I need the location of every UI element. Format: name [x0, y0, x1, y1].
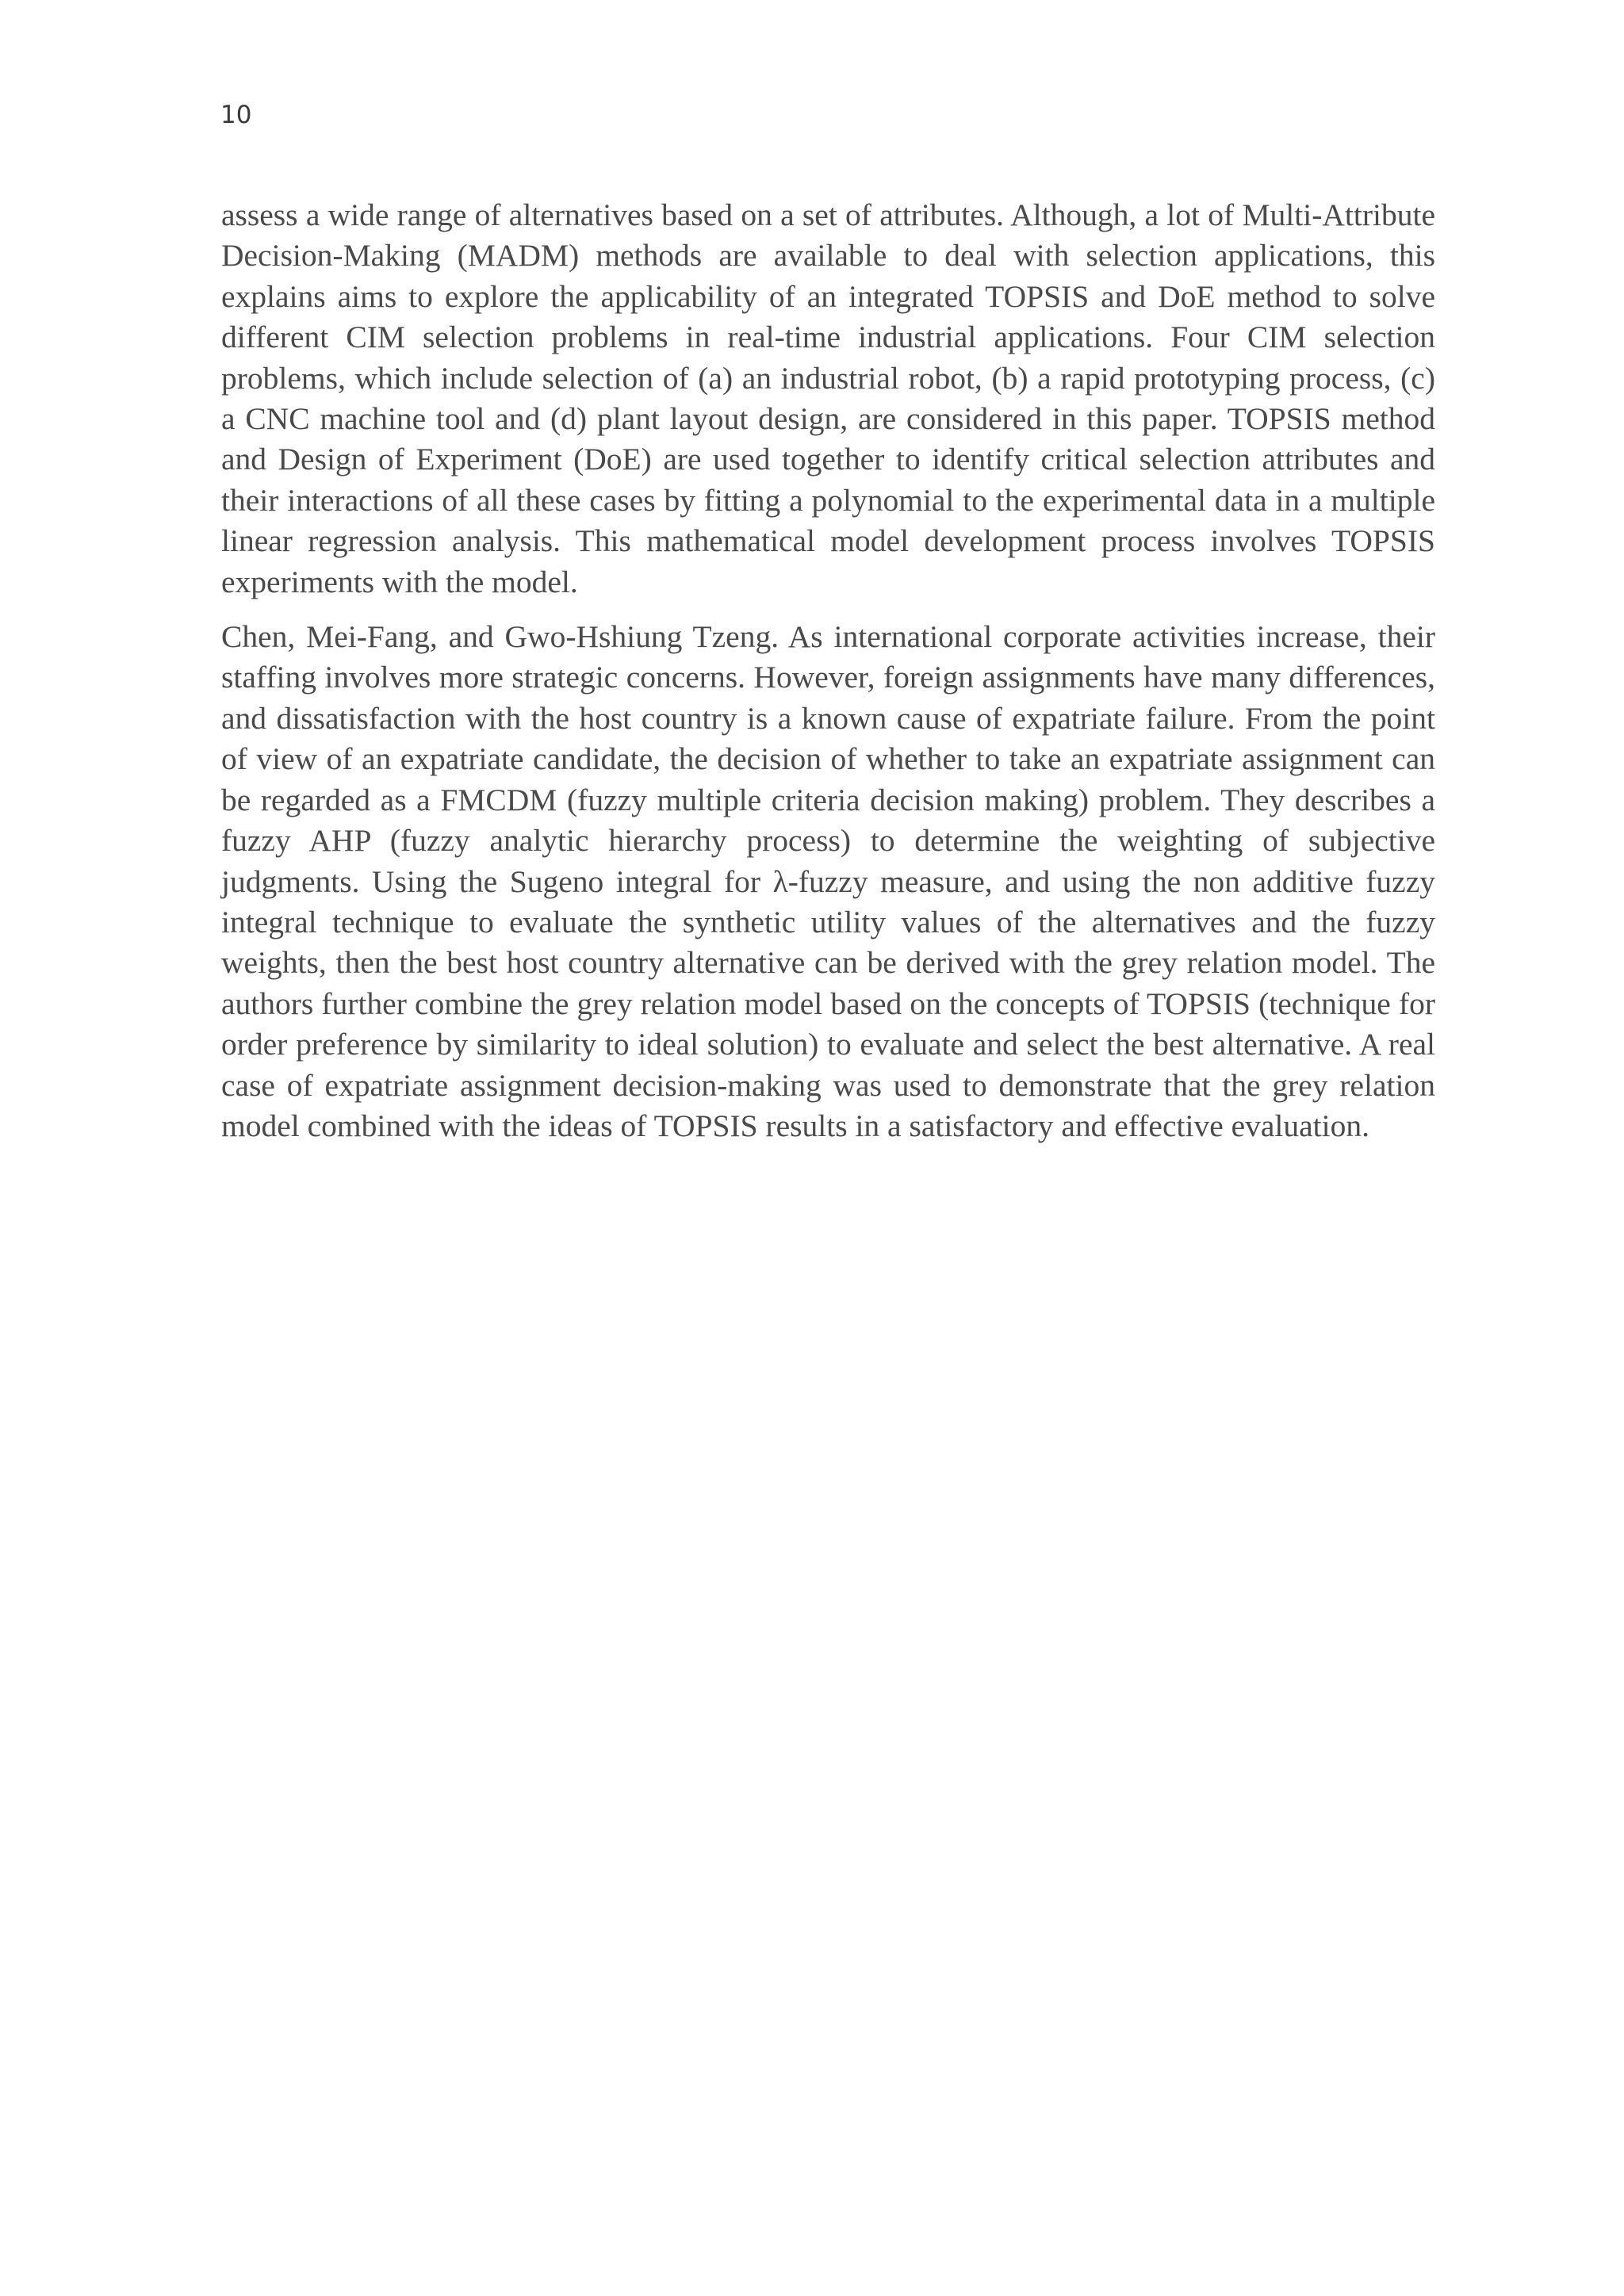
paragraph-chen-tzeng: Chen, Mei-Fang, and Gwo-Hshiung Tzeng. As international corporate activities increase, their staffing involves more strategic concerns. However, foreign assignments have many differences, and dissatisfaction with the host country is a known cause of expatriate failure. From the point of view of an expatriate candidate, the decision of whether to take an expatriate assignment can be regarded as a FMCDM (fuzzy multiple criteria decision making) problem. They describes a fuzzy AHP (fuzzy analytic hierarchy process) to determine the weighting of subjective judgments. Using the Sugeno integral for λ-fuzzy measure, and using the non additive fuzzy integral technique to evaluate the synthetic utility values of the alternatives and the fuzzy weights, then the best host country alternative can be derived with the grey relation model. The authors further combine the grey relation model based on the concepts of TOPSIS (technique for order preference by similarity to ideal solution) to evaluate and select the best alternative. A real case of expatriate assignment decision-making was used to demonstrate that the grey relation model combined with the ideas of TOPSIS results in a satisfactory and effective evaluation. — [221, 619, 1435, 1143]
page-number: 10 — [220, 101, 252, 129]
paragraph-topsis-doe: assess a wide range of alternatives based on a set of attributes. Although, a lot of Multi-Attribute Decision-Making (MADM) methods are available to deal with selection applications, this explains aims to explore the applicability of an integrated TOPSIS and DoE method to solve different CIM selection problems in real-time industrial applications. Four CIM selection problems, which include selection of (a) an industrial robot, (b) a rapid prototyping process, (c) a CNC machine tool and (d) plant layout design, are considered in this paper. TOPSIS method and Design of Experiment (DoE) are used together to identify critical selection attributes and their interactions of all these cases by fitting a polynomial to the experimental data in a multiple linear regression analysis. This mathematical model development process involves TOPSIS experiments with the model. — [221, 197, 1435, 599]
body-text — [221, 195, 1435, 1146]
